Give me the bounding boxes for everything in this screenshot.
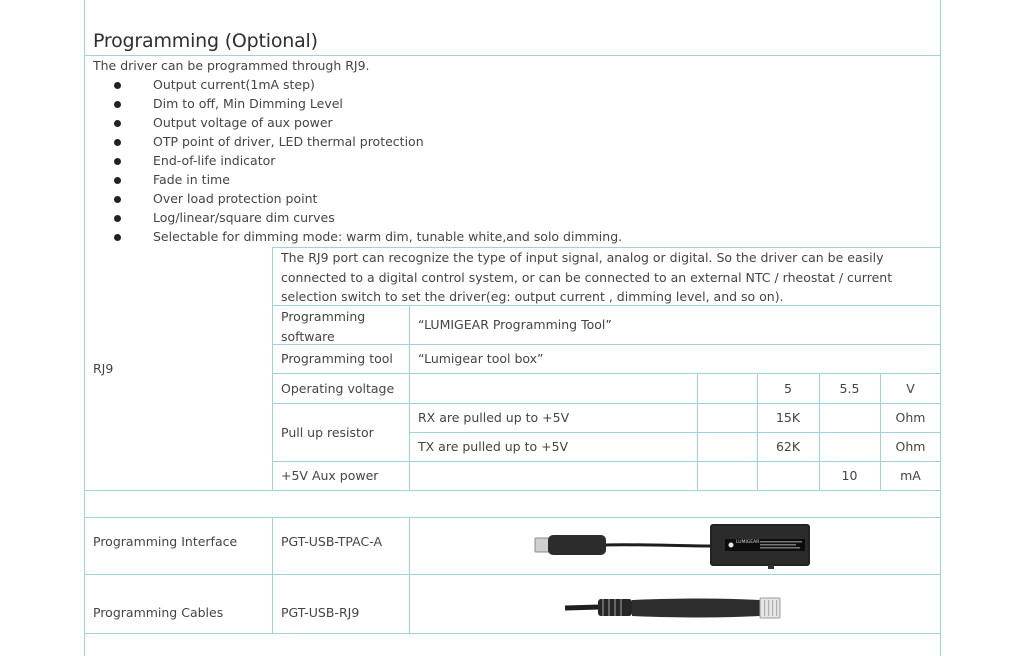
list-item: Log/linear/square dim curves: [93, 210, 693, 229]
voltage-label: Operating voltage: [281, 381, 395, 396]
bullet-icon: [114, 139, 121, 146]
rj9-cable-image: [560, 590, 790, 626]
interface-model: PGT-USB-TPAC-A: [281, 534, 383, 549]
software-value: “LUMIGEAR Programming Tool”: [418, 317, 612, 332]
usb-programmer-image: [530, 520, 820, 572]
aux-max: 10: [841, 468, 858, 483]
rx-description: RX are pulled up to +5V: [418, 410, 570, 425]
svg-text:LUMIGEAR: LUMIGEAR: [736, 540, 760, 545]
cables-model: PGT-USB-RJ9: [281, 605, 360, 620]
tx-unit: Ohm: [895, 439, 926, 454]
aux-label: +5V Aux power: [281, 468, 379, 483]
aux-unit: mA: [900, 468, 921, 483]
list-item: Output current(1mA step): [93, 77, 693, 96]
list-item: Fade in time: [93, 172, 693, 191]
voltage-unit: V: [906, 381, 915, 396]
list-item: Output voltage of aux power: [93, 115, 693, 134]
bullet-icon: [114, 82, 121, 89]
software-label: Programming software: [281, 309, 366, 344]
bullet-icon: [114, 101, 121, 108]
list-item: Selectable for dimming mode: warm dim, tunable white,and solo dimming.: [93, 229, 693, 248]
bullet-icon: [114, 120, 121, 127]
bullet-icon: [114, 158, 121, 165]
pullup-label: Pull up resistor: [281, 425, 374, 440]
tx-description: TX are pulled up to +5V: [418, 439, 569, 454]
title-divider: [84, 55, 941, 56]
rj9-description: The RJ9 port can recognize the type of input signal, analog or digital. So the driver can be easily connected to a digital control system, or can be connected to an external NTC / rheostat / current selection switch to set the driver(eg: output current , dimming level, and so on).: [281, 250, 893, 304]
intro-text: The driver can be programmed through RJ9.: [93, 58, 370, 73]
bullet-icon: [114, 177, 121, 184]
rx-typ: 15K: [775, 410, 801, 425]
cables-label: Programming Cables: [93, 605, 224, 620]
tool-value: “Lumigear tool box”: [418, 351, 544, 366]
bullet-icon: [114, 196, 121, 203]
list-item: Over load protection point: [93, 191, 693, 210]
list-item: End-of-life indicator: [93, 153, 693, 172]
list-item: OTP point of driver, LED thermal protection: [93, 134, 693, 153]
section-title: Programming (Optional): [93, 30, 318, 52]
rx-unit: Ohm: [895, 410, 926, 425]
tool-label: Programming tool: [281, 351, 393, 366]
rj9-label: RJ9: [93, 361, 114, 376]
bullet-icon: [114, 215, 121, 222]
voltage-typ: 5: [784, 381, 792, 396]
tx-typ: 62K: [775, 439, 801, 454]
voltage-max: 5.5: [839, 381, 860, 396]
bullet-icon: [114, 234, 121, 241]
list-item: Dim to off, Min Dimming Level: [93, 96, 693, 115]
interface-label: Programming Interface: [93, 534, 238, 549]
